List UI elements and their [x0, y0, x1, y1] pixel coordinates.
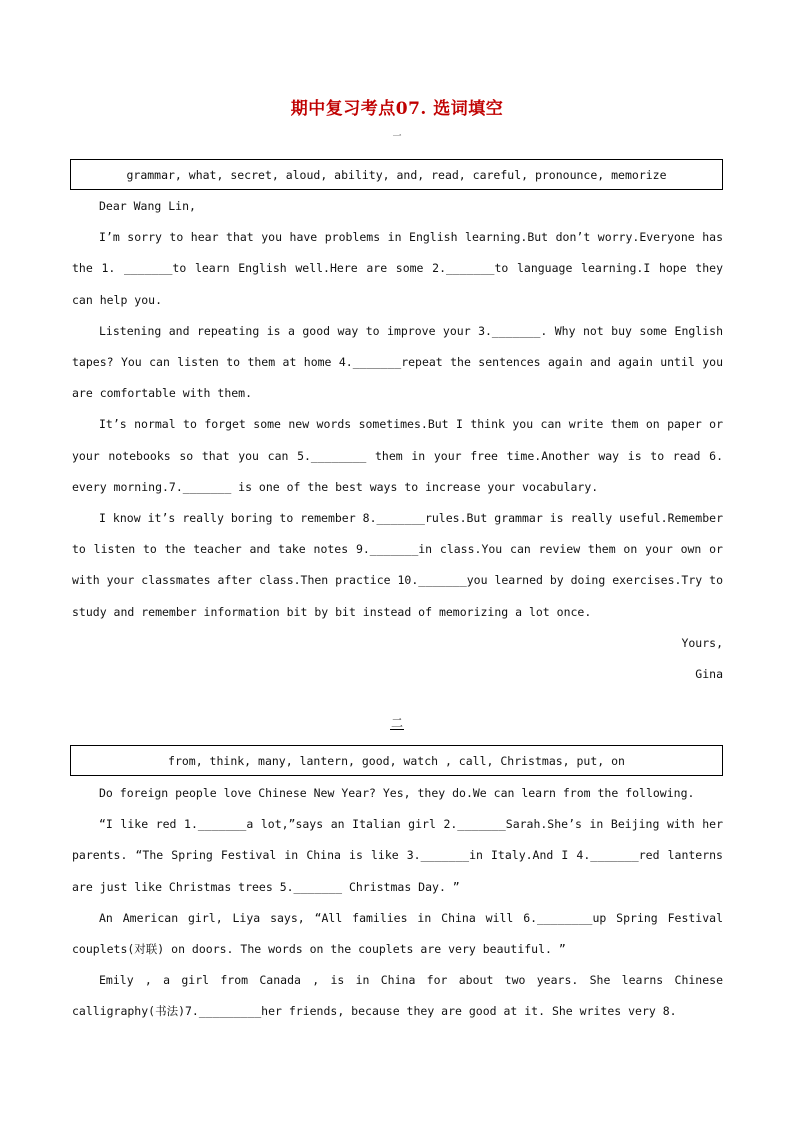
- section-2-number-text: 二: [390, 716, 403, 730]
- section-1-number: [0, 128, 794, 143]
- section-1-word-list: grammar, what, secret, aloud, ability, and, read, careful, pronounce, memorize: [126, 167, 667, 182]
- section-1-passage: [72, 191, 723, 690]
- passage-paragraph: I know it’s really boring to remember 8._______rules.But grammar is really useful.Remember to listen to the teacher and take notes 9._______in class.You can review them on your own or with your classmates after class.Then practice 10._______you learned by doing exercises.Try to study and remember information bit by bit instead of memorizing a lot once.: [72, 511, 723, 619]
- letter-closing: Yours,: [681, 635, 723, 650]
- passage-paragraph: It’s normal to forget some new words sometimes.But I think you can write them on paper or your notebooks so that you can 5.________ them in your free time.Another way is to read 6. every morning.7._______ is one of the best ways to increase your vocabulary.: [72, 417, 723, 494]
- section-2-word-list: from, think, many, lantern, good, watch , call, Christmas, put, on: [168, 753, 625, 768]
- passage-paragraph: “I like red 1._______a lot,”says an Italian girl 2._______Sarah.She’s in Beijing with her parents. “The Spring Festival in China is like 3._______in Italy.And I 4._______red lanterns are just like Christmas trees 5._______ Christmas Day. ”: [72, 817, 723, 894]
- passage-paragraph: An American girl, Liya says, “All families in China will 6.________up Spring Festival couplets(对联) on doors. The words on the couplets are very beautiful. ”: [72, 910, 723, 957]
- passage-paragraph: Listening and repeating is a good way to improve your 3._______. Why not buy some English tapes? You can listen to them at home 4._______repeat the sentences again and again until you are comfortable with them.: [72, 323, 723, 401]
- passage-paragraph: Do foreign people love Chinese New Year? Yes, they do.We can learn from the following.: [99, 786, 695, 800]
- section-2-passage: [72, 778, 723, 1028]
- letter-greeting: Dear Wang Lin,: [99, 199, 196, 213]
- section-1-word-bank: [70, 159, 723, 190]
- letter-signature: Gina: [695, 667, 723, 682]
- passage-paragraph: Emily , a girl from Canada , is in China for about two years. She learns Chinese calligraphy(书法)7._________her friends, because they are good at it. She writes very 8.: [72, 973, 723, 1019]
- passage-paragraph: I’m sorry to hear that you have problems in English learning.But don’t worry.Everyone has the 1. _______to learn English well.Here are some 2._______to language learning.I hope they can help you.: [72, 230, 723, 307]
- page-title: 期中复习考点07. 选词填空: [290, 99, 504, 119]
- section-1-number-text: 一: [392, 132, 402, 142]
- section-2-number: [0, 716, 794, 730]
- section-2-word-bank: [70, 745, 723, 776]
